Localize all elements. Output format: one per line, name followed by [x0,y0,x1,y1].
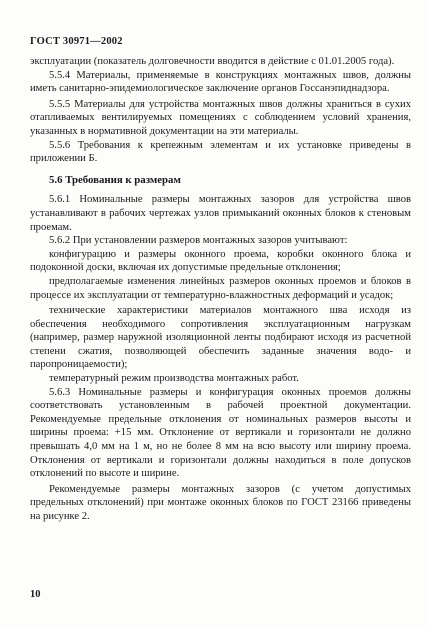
document-body [30,55,411,524]
list-item-dimension-changes: предполагаемые изменения линейных размеров оконных проемов и блоков в процессе их эксплуатации от температурно-влажностных деформаций и усадок; [30,275,411,301]
paragraph-5-6-2: 5.6.2 При установлении размеров монтажных зазоров учитывают: [49,235,348,247]
paragraph-recommended-gaps: Рекомендуемые размеры монтажных зазоров (с учетом допустимых предельных отклонений) при монтаже оконных блоков по ГОСТ 23166 приведены на рисунке 2. [30,483,411,522]
paragraph-continuation: эксплуатации (показатель долговечности вводится в действие с 01.01.2005 года). [30,56,395,67]
document-header: ГОСТ 30971—2002 [30,36,123,47]
paragraph-5-5-6: 5.5.6 Требования к крепежным элементам и их установке приведены в приложении Б. [30,139,411,165]
list-item-temperature-mode: температурный режим производства монтажных работ. [49,373,299,385]
paragraph-5-5-5: 5.5.5 Материалы для устройства монтажных швов должны храниться в сухих отапливаемых вентилируемых помещениях с соблюдением условий хранения, указанных в нормативной документации на эти материалы. [30,98,411,137]
paragraph-5-6-1: 5.6.1 Номинальные размеры монтажных зазоров для устройства швов устанавливают в рабочих чертежах узлов примыканий оконных блоков к стеновым проемам. [30,194,411,233]
list-item-material-characteristics: технические характеристики материалов монтажного шва исходя из обеспечения необходимого сопротивления эксплуатационным нагрузкам (например, размер наружной изоляционной ленты подбирают исходя из расчетной степени сжатия, позволяющей обеспечить заданные значения водо- и паропроницаемости); [30,305,411,371]
paragraph-5-6-3: 5.6.3 Номинальные размеры и конфигурация оконных проемов должны соответствовать установленным в рабочей проектной документации. Рекомендуемые предельные отклонения от номинальных размеров высоты и ширины проема: +15 мм. Отклонение от вертикали и горизонтали не должно превышать 4,0 мм на 1 м, но не более 8 мм на всю высоту или ширину проема. Отклонения от вертикали и горизонтали должны находиться в поле допусков отклонений по высоте и ширине. [30,386,411,480]
list-item-configuration: конфигурацию и размеры оконного проема, коробки оконного блока и подоконной доски, включая их допустимые предельные отклонения; [30,248,411,274]
paragraph-5-5-4: 5.5.4 Материалы, применяемые в конструкциях монтажных швов, должны иметь санитарно-эпидемиологическое заключение органов Госсанэпиднадзора. [30,69,411,95]
page-number: 10 [30,589,41,600]
section-heading: 5.6 Требования к размерам [49,173,181,186]
